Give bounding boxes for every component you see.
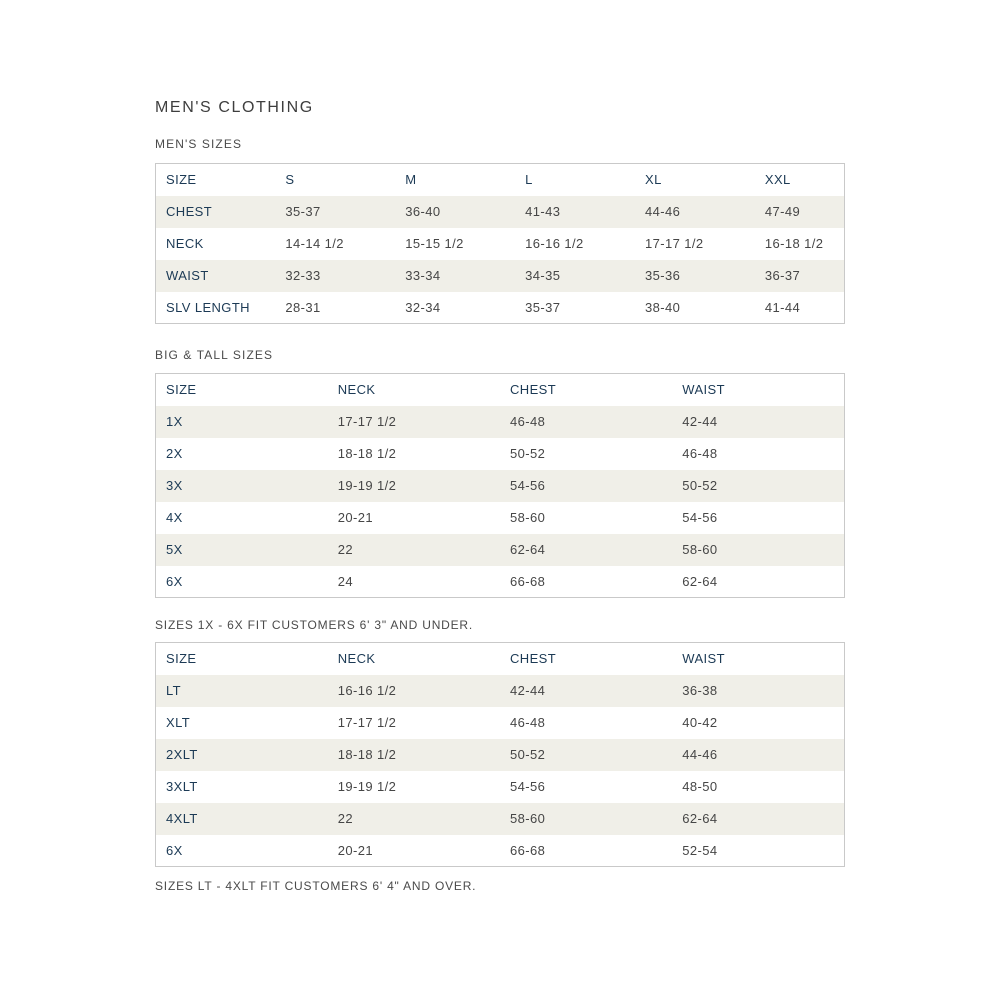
value-cell: 66-68 [510, 573, 546, 589]
row-label-cell: 6X [166, 842, 183, 858]
value-cell: 20-21 [337, 842, 373, 858]
column-header: CHEST [500, 643, 672, 675]
value-cell: 54-56 [510, 779, 546, 794]
value-cell: 36-38 [672, 675, 844, 707]
value-cell: 36-37 [755, 260, 845, 292]
table-row [156, 260, 845, 292]
value-cell: 24 [337, 573, 354, 589]
section [155, 348, 845, 633]
row-label-cell: LT [156, 675, 328, 707]
column-header: WAIST [672, 374, 844, 406]
section [155, 137, 845, 324]
row-label-cell: 1X [156, 406, 328, 438]
value-cell: 35-37 [275, 196, 395, 228]
table-header [156, 374, 845, 406]
table-row [156, 470, 845, 502]
column-header: CHEST [500, 374, 672, 406]
row-label-cell: 4XLT [156, 803, 328, 835]
column-header: NECK [328, 643, 500, 675]
table-body [156, 196, 845, 324]
value-cell: 62-64 [672, 803, 844, 835]
value-cell: 14-14 1/2 [285, 236, 344, 251]
row-label-cell: 6X [166, 573, 183, 589]
value-cell: 16-16 1/2 [525, 236, 584, 251]
table-row [156, 502, 845, 534]
value-cell: 16-16 1/2 [328, 675, 500, 707]
table-row [156, 438, 845, 470]
value-cell: 38-40 [645, 299, 681, 315]
value-cell: 35-36 [635, 260, 755, 292]
value-cell: 41-44 [764, 299, 801, 315]
table-row [156, 739, 845, 771]
value-cell: 58-60 [672, 534, 844, 566]
value-cell: 19-19 1/2 [328, 470, 500, 502]
value-cell: 19-19 1/2 [337, 779, 397, 794]
value-cell: 52-54 [682, 842, 718, 858]
section-heading: MEN'S SIZES [155, 137, 243, 151]
header-row [156, 374, 845, 406]
row-label-cell: SLV LENGTH [166, 299, 250, 315]
table-row [156, 835, 845, 867]
value-cell: 17-17 1/2 [337, 715, 397, 730]
row-label-cell: XLT [166, 715, 191, 730]
table-body [156, 406, 845, 598]
table-row [156, 196, 845, 228]
sections [155, 137, 845, 894]
row-label-cell: 3X [156, 470, 328, 502]
table-row [156, 292, 845, 324]
table-header [156, 164, 845, 196]
table-row [156, 675, 845, 707]
table-row [156, 771, 845, 803]
value-cell: 50-52 [500, 739, 672, 771]
column-header: NECK [328, 374, 500, 406]
value-cell: 46-48 [682, 446, 718, 461]
column-header: WAIST [672, 643, 844, 675]
value-cell: 42-44 [672, 406, 844, 438]
value-cell: 33-34 [395, 260, 515, 292]
column-header: XXL [755, 164, 845, 196]
row-label-cell: 2X [166, 446, 183, 461]
page-title: MEN'S CLOTHING [155, 99, 314, 116]
table-footnote: SIZES 1X - 6X FIT CUSTOMERS 6' 3" AND UNDER. [155, 618, 474, 632]
section-heading: BIG & TALL SIZES [155, 348, 274, 362]
value-cell: 58-60 [510, 510, 546, 525]
value-cell: 47-49 [755, 196, 845, 228]
column-header: M [395, 164, 515, 196]
table-row [156, 228, 845, 260]
value-cell: 32-34 [405, 299, 441, 315]
table-row [156, 534, 845, 566]
value-cell: 22 [328, 534, 500, 566]
table-footnote: SIZES LT - 4XLT FIT CUSTOMERS 6' 4" AND OVER. [155, 879, 477, 893]
value-cell: 48-50 [682, 779, 718, 794]
section [155, 642, 845, 894]
table-body [156, 675, 845, 867]
value-cell: 15-15 1/2 [405, 236, 464, 251]
value-cell: 44-46 [672, 739, 844, 771]
value-cell: 22 [328, 803, 500, 835]
size-table [155, 163, 845, 324]
column-header: S [275, 164, 395, 196]
size-table [155, 642, 845, 867]
header-row [156, 643, 845, 675]
column-header: SIZE [156, 374, 328, 406]
row-label-cell: WAIST [156, 260, 276, 292]
value-cell: 17-17 1/2 [328, 406, 500, 438]
row-label-cell: 4X [166, 510, 183, 525]
value-cell: 46-48 [500, 406, 672, 438]
value-cell: 50-52 [672, 470, 844, 502]
value-cell: 20-21 [337, 510, 373, 525]
value-cell: 32-33 [275, 260, 395, 292]
header-row [156, 164, 845, 196]
table-row [156, 707, 845, 739]
row-label-cell: NECK [166, 236, 204, 251]
value-cell: 66-68 [510, 842, 546, 858]
value-cell: 18-18 1/2 [337, 446, 397, 461]
value-cell: 44-46 [635, 196, 755, 228]
value-cell: 46-48 [510, 715, 546, 730]
value-cell: 41-43 [515, 196, 635, 228]
row-label-cell: 2XLT [156, 739, 328, 771]
row-label-cell: 3XLT [166, 779, 198, 794]
value-cell: 62-64 [682, 573, 718, 589]
column-header: L [515, 164, 635, 196]
value-cell: 35-37 [525, 299, 561, 315]
value-cell: 54-56 [682, 510, 718, 525]
value-cell: 28-31 [285, 299, 321, 315]
row-label-cell: 5X [156, 534, 328, 566]
table-row [156, 566, 845, 598]
column-header: SIZE [156, 164, 276, 196]
value-cell: 62-64 [500, 534, 672, 566]
value-cell: 17-17 1/2 [645, 236, 704, 251]
value-cell: 42-44 [500, 675, 672, 707]
table-row [156, 803, 845, 835]
value-cell: 36-40 [395, 196, 515, 228]
value-cell: 54-56 [500, 470, 672, 502]
column-header: XL [635, 164, 755, 196]
row-label-cell: CHEST [156, 196, 276, 228]
value-cell: 58-60 [500, 803, 672, 835]
size-table [155, 373, 845, 598]
value-cell: 34-35 [515, 260, 635, 292]
table-row [156, 406, 845, 438]
table-header [156, 643, 845, 675]
column-header: SIZE [156, 643, 328, 675]
value-cell: 40-42 [682, 715, 718, 730]
value-cell: 50-52 [510, 446, 546, 461]
value-cell: 16-18 1/2 [764, 236, 824, 251]
value-cell: 18-18 1/2 [328, 739, 500, 771]
